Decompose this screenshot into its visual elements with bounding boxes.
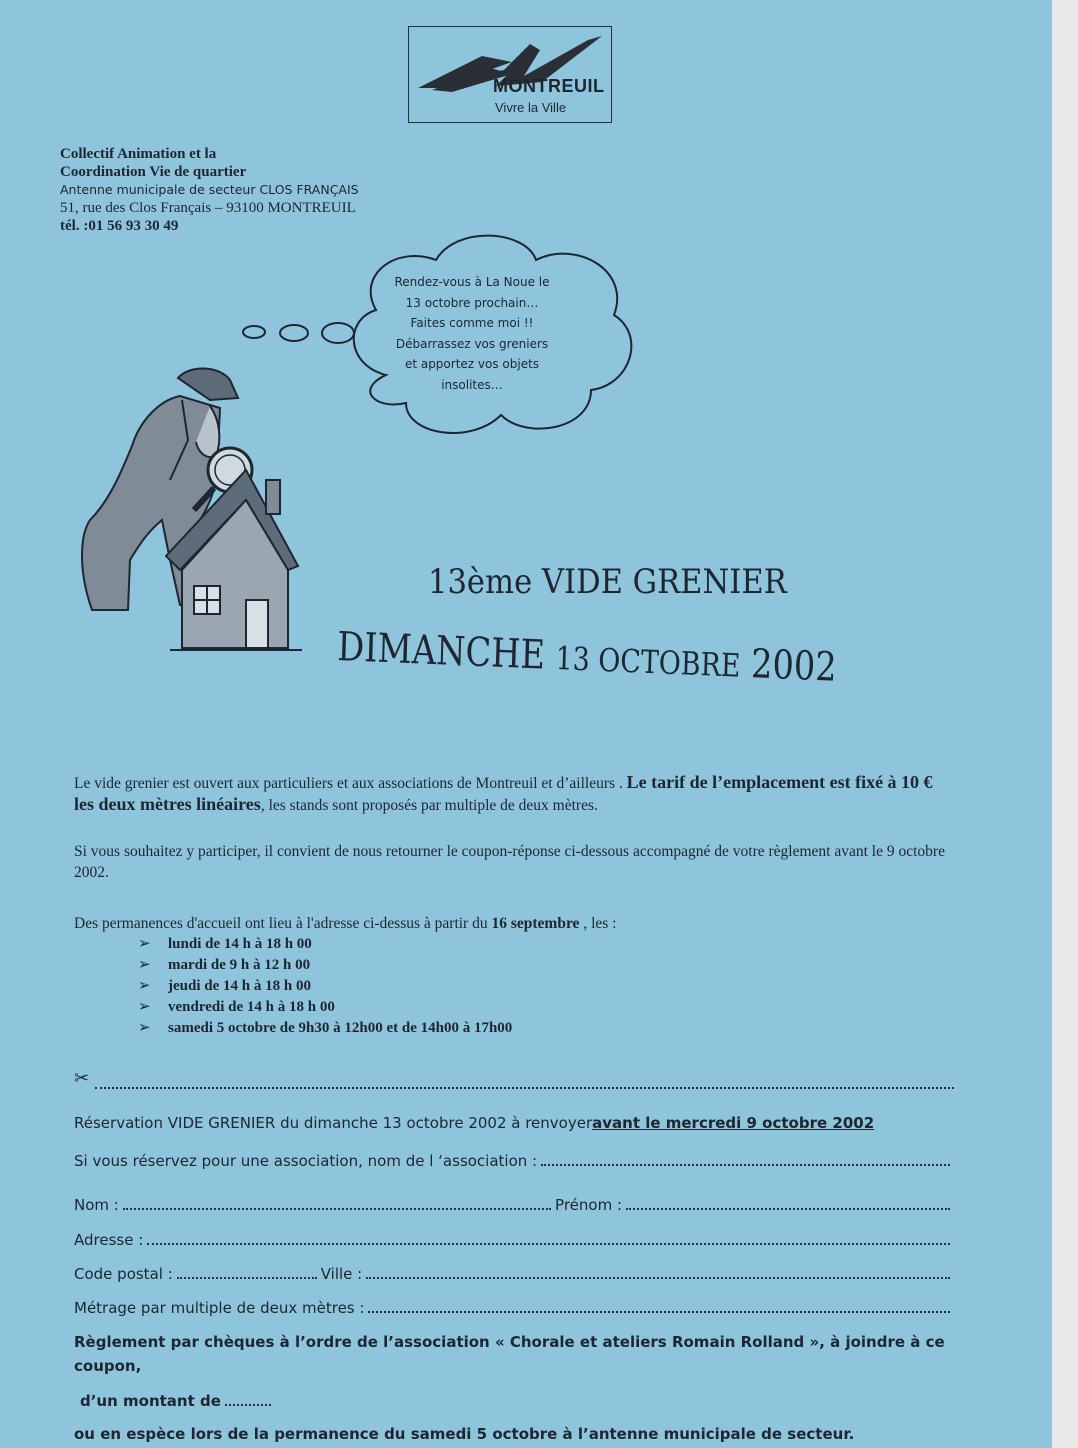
- title-date: 13 OCTOBRE: [555, 639, 742, 685]
- org-phone: tél. :01 56 93 30 49: [60, 218, 179, 234]
- name-row: [74, 1196, 954, 1214]
- permanences-intro: [74, 913, 954, 934]
- list-item: [138, 976, 512, 997]
- ville-input[interactable]: [366, 1277, 950, 1279]
- metrage-label: Métrage par multiple de deux mètres :: [74, 1299, 365, 1317]
- org-address: 51, rue des Clos Français – 93100 MONTREUIL: [60, 200, 356, 216]
- arrow-icon: ➢: [138, 1020, 151, 1036]
- event-title: 13ème VIDE GRENIER: [428, 562, 787, 602]
- prenom-label: Prénom :: [555, 1196, 622, 1214]
- list-item: [138, 1018, 512, 1039]
- hours-text: jeudi de 14 h à 18 h 00: [168, 978, 311, 994]
- bubble-line: Rendez-vous à La Noue le: [394, 275, 550, 289]
- espece-text: ou en espèce lors de la permanence du samedi 5 octobre à l’antenne municipale de secteur.: [74, 1425, 855, 1443]
- arrow-icon: ➢: [138, 978, 151, 994]
- nom-input[interactable]: [123, 1208, 551, 1210]
- title-day: DIMANCHE: [336, 624, 546, 679]
- bubble-line: Débarrassez vos greniers: [395, 336, 549, 351]
- organization-block: [60, 145, 359, 235]
- logo-name: MONTREUIL: [493, 76, 605, 96]
- bubble-text: [372, 272, 572, 395]
- montant-row: [80, 1392, 960, 1410]
- reglement-text: Règlement par chèques à l’ordre de l’association « Chorale et ateliers Romain Rolland », à joindre à ce coupon,: [74, 1333, 945, 1375]
- hours-list: [138, 934, 512, 1039]
- intro-text-2: , les stands sont proposés par multiple de deux mètres.: [260, 797, 598, 814]
- code-postal-label: Code postal :: [74, 1265, 173, 1283]
- metrage-row: [74, 1299, 954, 1317]
- scissors-icon: ✂: [74, 1068, 90, 1088]
- arrow-icon: ➢: [138, 936, 151, 952]
- montant-input[interactable]: [225, 1404, 271, 1406]
- association-field: [74, 1152, 954, 1170]
- nom-label: Nom :: [74, 1196, 119, 1214]
- hours-text: lundi de 14 h à 18 h 00: [168, 936, 312, 952]
- ville-label: Ville :: [320, 1265, 363, 1283]
- list-item: [138, 997, 512, 1018]
- detective-house-illustration: [70, 360, 310, 660]
- bubble-line: 13 octobre prochain…: [405, 295, 539, 310]
- permanences-text-2: , les :: [579, 915, 617, 932]
- association-input[interactable]: [541, 1164, 950, 1166]
- intro-paragraph: [74, 772, 954, 816]
- intro-price: Le tarif de l’emplacement est fixé à 10 € les deux mètres linéaires: [74, 772, 933, 814]
- arrow-icon: ➢: [138, 957, 151, 973]
- org-line-1: Collectif Animation et la: [60, 146, 217, 162]
- code-postal-input[interactable]: [177, 1277, 317, 1279]
- reservation-heading: [74, 1114, 954, 1132]
- hours-text: vendredi de 14 h à 18 h 00: [168, 999, 335, 1015]
- reservation-deadline: avant le mercredi 9 octobre 2002: [592, 1114, 875, 1132]
- org-line-3: Antenne municipale de secteur CLOS FRANÇAIS: [60, 182, 359, 197]
- adresse-input[interactable]: [147, 1243, 950, 1245]
- metrage-input[interactable]: [368, 1311, 950, 1313]
- bubble-line: insolites…: [441, 377, 503, 392]
- hours-text: mardi de 9 h à 12 h 00: [168, 957, 311, 973]
- list-item: [138, 955, 512, 976]
- arrow-icon: ➢: [138, 999, 151, 1015]
- permanences-date: 16 septembre: [491, 915, 580, 932]
- adresse-label: Adresse :: [74, 1231, 144, 1249]
- address-row: [74, 1231, 954, 1249]
- title-year: 2002: [750, 641, 838, 691]
- dotted-cut-line: [95, 1077, 954, 1089]
- org-line-2: Coordination Vie de quartier: [60, 164, 247, 180]
- list-item: [138, 934, 512, 955]
- cut-line: [74, 1068, 954, 1089]
- intro-text-1: Le vide grenier est ouvert aux particuliers et aux associations de Montreuil et d’ailleurs .: [74, 775, 627, 792]
- logo-tagline: Vivre la Ville: [495, 100, 567, 115]
- bubble-line: Faites comme moi !!: [410, 316, 534, 330]
- hours-text: samedi 5 octobre de 9h30 à 12h00 et de 14h00 à 17h00: [168, 1020, 513, 1036]
- montant-label: d’un montant de: [80, 1392, 221, 1410]
- association-label: Si vous réservez pour une association, nom de l ‘association :: [74, 1152, 538, 1170]
- bubble-line: et apportez vos objets: [404, 357, 540, 371]
- prenom-input[interactable]: [626, 1208, 950, 1210]
- permanences-text-1: Des permanences d'accueil ont lieu à l'adresse ci-dessus à partir du: [74, 915, 492, 932]
- participate-paragraph: Si vous souhaitez y participer, il convient de nous retourner le coupon-réponse ci-dessous accompagné de votre règlement avant le 9 octobre 2002.: [74, 843, 945, 881]
- city-row: [74, 1265, 954, 1283]
- event-date-title: [337, 624, 838, 691]
- reservation-text: Réservation VIDE GRENIER du dimanche 13 octobre 2002 à renvoyer: [74, 1114, 593, 1132]
